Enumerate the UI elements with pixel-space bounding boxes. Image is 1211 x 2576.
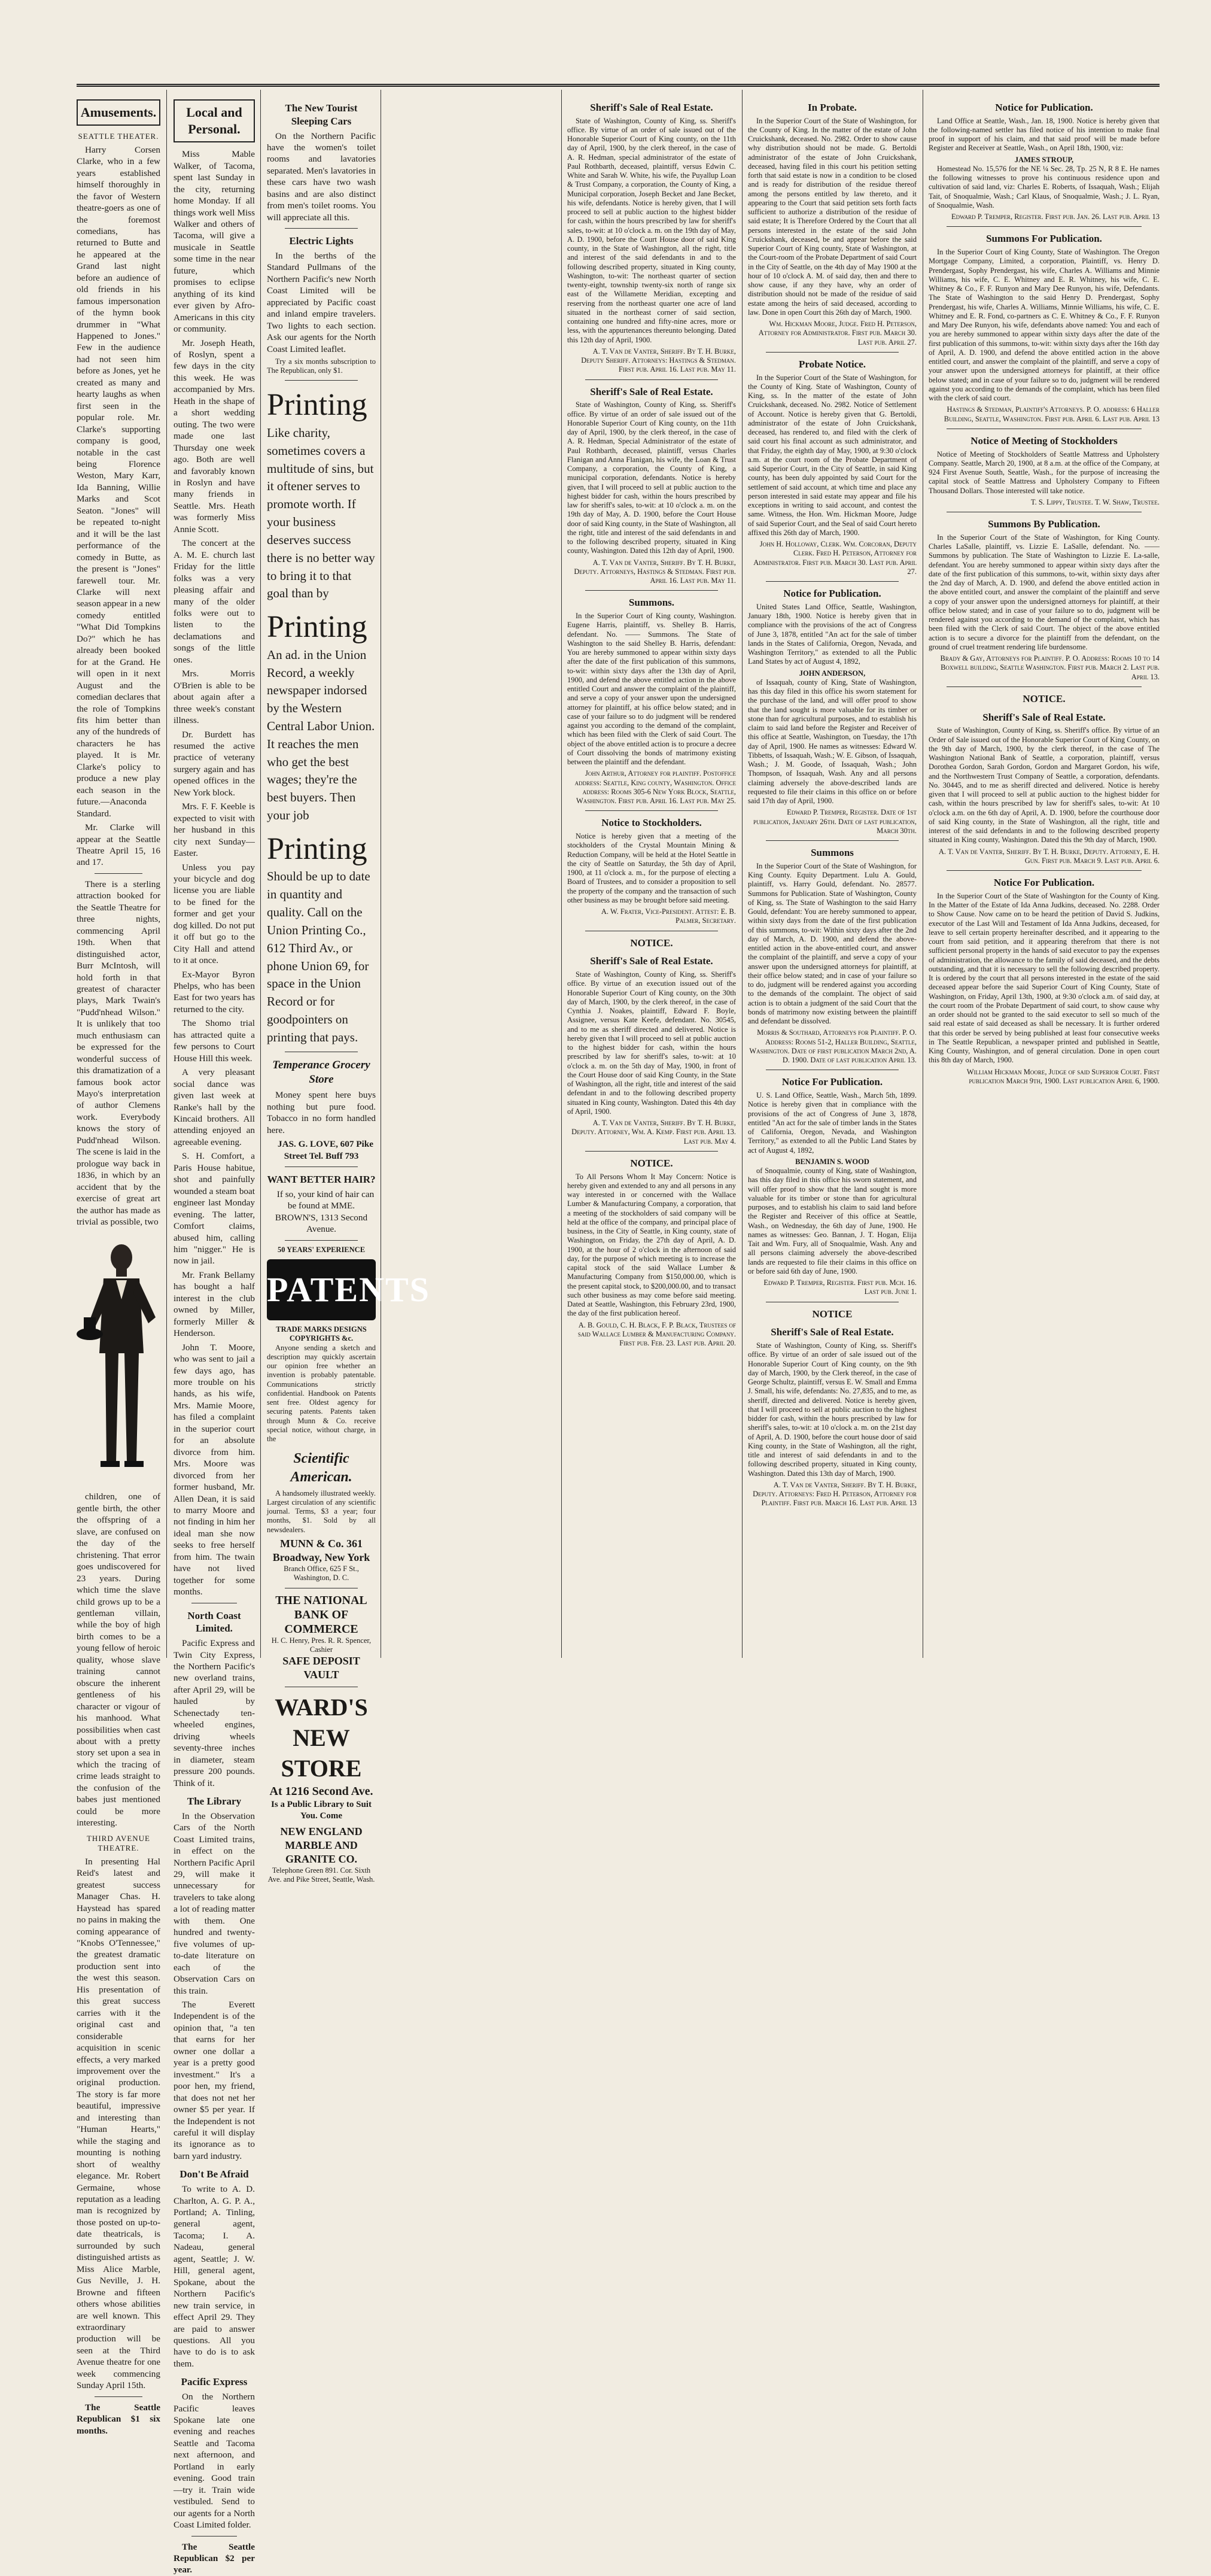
column-rule (561, 90, 562, 1658)
notice-body: of Snoqualmie, county of King, state of Washington, has this day filed in this office his sworn statement, and will offer proof to show that the land sought is more valuable for its timber or stone than for agricultural purposes, and to establish his claim to said land before the Register and Receiver of this office at Seattle, Wash., on Wednesday, the 6th day of June, 1900. He names as witnesses: Geo. Bannan, J. T. Hogan, Elija Tait and Wm. Fury, all of Snoqualmie, Wash. Any and all persons claiming adversely the above-described lands are requested to file their claims in this office on or before said 6th day of June, 1900. (748, 1167, 917, 1275)
north-coast-heading: North Coast Limited. (187, 1609, 241, 1635)
claimant-name: JOHN ANDERSON, (799, 669, 866, 678)
notice-body: In the Superior Court of King county, Washington. Eugene Harris, plaintiff, vs. Shelley B. Harris, defendant. No. —— Summons. The State of Washington to the said Shelley B. Harris, defendant: You are hereby summoned to appear within sixty days after the date of the first publication of this summons, to-wit: within sixty days after the 13th day of April, 1900, and defend the above entitled action in the above entitled Court and answer the complaint of the plaintiff, and serve a copy of your answer upon the undersigned attorney for plaintiff, at his office below stated; and in case of your failure so to do judgment will be rendered against you according to the demand of the complaint, which has been filed with the Clerk of said Court. The object of the above entitled action is to procure a decree of Court dissolving the bonds of matrimony existing between the plaintiff and the defendant. (567, 612, 736, 767)
notice-body: Notice is hereby given that a meeting of the stockholders of the Crystal Mountain Mining & Reduction Company, will be held at the Hotel Seattle in the city of Seattle on Saturday, the 5th day of April, 1900, at 11 o'clock a. m., for the purpose of electing a Board of Trustees, and to consider a proposition to sell the property of the company and the transaction of such other business as may be brought before said meeting. (567, 832, 736, 904)
ad-text: If so, your kind of hair can be found at MME. BROWN'S, 1313 Second Avenue. (275, 1189, 375, 1235)
better-hair-heading: WANT BETTER HAIR? (267, 1173, 376, 1185)
patents-banner: PATENTS (267, 1259, 376, 1320)
ad-text: On the Northern Pacific have the women's toilet rooms and lavatories separated. Men's lavatories in these cars have two wash basins and are also distinct from men's toilet rooms. You will appreciate all this. (267, 130, 376, 223)
printing-headline: Printing (267, 388, 367, 423)
news-item: On the Northern Pacific leaves Spokane late one evening and reaches Seattle and Tacoma next afternoon, and Portland in early evening. Good train—try it. Train wide vestibuled. Send to our agents for a North Coast Limited folder. (174, 2392, 255, 2531)
news-item: The Shomo trial has attracted quite a few persons to Court House Hill this week. (174, 1018, 255, 1064)
column-rule (166, 90, 167, 1658)
scientific-american-title: Scientific American. (290, 1451, 352, 1485)
marble-company: NEW ENGLAND MARBLE AND GRANITE CO. (280, 1825, 363, 1865)
news-item: Mr. Frank Bellamy has bought a half interest in the club owned by Miller, formerly Miller & Henderson. (174, 1269, 255, 1339)
notice-signature: A. B. Gould, C. H. Black, F. P. Black, Trustees of said Wallace Lumber & Manufacturing Company. First pub. Feb. 23. Last pub. April 20. (577, 1320, 736, 1348)
love-address: JAS. G. LOVE, 607 Pike Street Tel. Buff 793 (278, 1139, 373, 1161)
notice-body: State of Washington, County of King, ss. Sheriff's office. By virtue of an order of sale issued out of the Honorable Superior Court of King county, on the 11th day of April, 1900, by the clerk thereof, in the case of A. R. Hedman, Special Administrator of the estate of Paul Rothbarth, deceased, plaintiff, versus Charles Flanigan and Anna Flanigan, his wife, the Loan & Trust Company, a corporation, the County of King, a municipal corporation, defendants. Notice is hereby given, that I will proceed to sell at public auction to the highest bidder for cash, within the hours prescribed by law for sheriff's sales, to-wit: at 10 o'clock a. m. on the 19th day of May, A. D. 1900, before the Court House door of said King county, in the State of Washington, all the right, title and interest of the said defendants in and to the following described property, situated in King county, Washington. Dated this 12th day of April, 1900. (567, 400, 736, 555)
news-item: Mr. Joseph Heath, of Roslyn, spent a few days in the city this week. He was accompanied by Mrs. Heath in the shape of a short wedding outing. The two were made one last Thursday one week ago. Both are well and favorably known in Roslyn and have many friends in Seattle. Mrs. Heath was formerly Miss Annie Scott. (174, 338, 255, 534)
notice-heading: NOTICE. (1023, 692, 1066, 704)
subscription-footer: The Seattle Republican $1 six months. (77, 2402, 160, 2436)
news-item: John T. Moore, who was sent to jail a few days ago, has more trouble on his hands, as his wife, Mrs. Mamie Moore, has filed a complaint in the superior court for an absolute divorce from him. Mrs. Moore was divorced from her former husband, Mr. Allen Dean, it is said to marry Moore and not finding in him her ideal man she now seeks to free herself from him. The twain have not lived together for some months. (174, 1342, 255, 1597)
notice-signature: William Hickman Moore, Judge of said Superior Court. First publication March 9th, 1900. Last publication April 6, 1900. (966, 1067, 1160, 1085)
ad-text: A handsomely illustrated weekly. Largest circulation of any scientific journal. Terms, $3 a year; four months, $1. Sold by all newsdealers. (267, 1489, 376, 1534)
notice-body: State of Washington, County of King, ss. Sheriff's office. By virtue of an Order of Sale issued out of the Honorable Superior Court of King County, on the 9th day of March, 1900, by the clerk thereof, in the case of The Washington National Bank of Seattle, a corporation, plaintiff, versus Dorothea Gordon, Sarah Gordon, Gordon and Margaret Gordon, his wife, and the Northwestern Trust Company of Seattle, a corporation, defendants. No. 30445, and to me as sheriff directed and delivered. Notice is hereby given that I will proceed to sell at public auction to the highest bidder for cash, within the hours prescribed by law for sheriff's sales, to-wit: At 10 o'clock a.m. on the 6th day of April, A. D. 1900, before the courthouse door of said King county, in the State of Washington, all the right, title and interest of the said defendants in and to the following described property situated in King county, Washington. Dated this the 9th day of March, 1900. (929, 726, 1160, 845)
notice-heading: Summons By Publication. (988, 518, 1100, 530)
notice-body: of Issaquah, county of King, State of Washington, has this day filed in this office his sworn statement for the purchase of the land, and will offer proof to show that the land sought is more valuable for its timber or stone than for agricultural purposes, and to establish his claim to said land before the Register and Receiver of this office at Seattle, Washington, on Tuesday, the 17th day of April, 1900. He names as witnesses: Edward W. Tibbetts, of Issaquah, Wash.; W. E. Gibson, of Issaquah, Wash.; J. M. Goode, of Issaquah, Wash.; John Thompson, of Issaquah, Wash. Any and all persons claiming adversely the above-described lands are requested to file their claims in this office on or before said 17th day of April, 1900. (748, 678, 917, 806)
notice-subheading: Sheriff's Sale of Real Estate. (590, 955, 713, 967)
ad-text: Anyone sending a sketch and description may quickly ascertain our opinion free whether an invention is probably patentable. Communications strictly confidential. Handbook on Patents sent free. Oldest agency for securing patents. Patents taken through Munn & Co. receive special notice, without charge, in the (267, 1343, 376, 1443)
marble-phone: Telephone Green 891. Cor. Sixth Ave. and Pike Street, Seattle, Wash. (267, 1866, 375, 1884)
notice-signature: Edward P. Tremper, Register. Date of 1st publication, January 26th. Date of last publication, March 30th. (753, 808, 917, 835)
news-item: Unless you pay your bicycle and dog license you are liable to be fined for the former and get your dog killed. Do not put it off but go to the City Hall and attend to it at once. (174, 862, 255, 966)
trade-marks-label: TRADE MARKS DESIGNS COPYRIGHTS &c. (276, 1325, 367, 1343)
notice-heading: Notice for Publication. (995, 102, 1093, 113)
ad-text: Money spent here buys nothing but pure food. Tobacco in no form handled here. (267, 1090, 376, 1135)
divider (947, 686, 1142, 687)
notice-body: Notice of Meeting of Stockholders of Seattle Mattress and Upholstery Company. Seattle, March 20, 1900, at 8 a.m. at the office of the Company, at 924 First Avenue South, Seattle, Wash., for the purpose of increasing the capital stock of Seattle Mattress and Upholstery Company to Fifteen Thousand Dollars. Those interested will take notice. (929, 449, 1160, 495)
news-item: Mrs. F. F. Keeble is expected to visit with her husband in this city next Sunday—Easter. (174, 801, 255, 859)
divider (585, 590, 718, 591)
notice-signature: A. T. Van de Vanter, Sheriff. By T. H. Burke, Deputy Sheriff. Attorneys: Hastings & Stedman. First pub. April 16. Last pub. May 11. (581, 347, 736, 374)
printing-headline: Printing (267, 610, 367, 645)
notice-body: U. S. Land Office, Seattle, Wash., March 5th, 1899. Notice is hereby given that in compliance with the provisions of the act of Congress of June 3, 1878, entitled "An act for the sale of timber lands in the States of California, Oregon, Nevada, and Washington Territory," as extended to all the Public Land States by act of August 4, 1892, (748, 1091, 917, 1155)
column-advertisements (267, 96, 430, 1884)
pacific-express-heading: Pacific Express (181, 2376, 248, 2388)
notice-heading: Summons (811, 847, 854, 859)
notice-subheading: Sheriff's Sale of Real Estate. (771, 1326, 894, 1338)
column-rule (260, 90, 261, 1658)
notice-heading: In Probate. (808, 102, 857, 113)
news-item: Pacific Express and Twin City Express, the Northern Pacific's new overland trains, after April 29, will be hauled by Schenectady ten-wheeled engines, driving wheels seventy-three inches in diameter, steam pressure 200 pounds. Think of it. (174, 1638, 255, 1788)
article-paragraph: There is a sterling attraction booked for the Seattle Theatre for three nights, commencing April 19th. When that distinguished actor, Burr McIntosh, will hold forth in that greatest of character plays, Mark Twain's "Pudd'nhead Wilson." It is unlikely that too much enthusiasm can be expressed for the wonderful success of this dramatization of a famous book actor Mayo's interpretation of author Clemens work. Everybody knows the story of Pudd'nhead Wilson. The scene is laid in the prologue way back in 1836, in which by an accident that by the exercise of great art the author has made as trivial as possible, two (77, 879, 160, 1228)
divider (766, 352, 899, 353)
wards-tagline: Is a Public Library to Suit You. Come (271, 1800, 372, 1821)
notice-body: United States Land Office, Seattle, Washington, January 18th, 1900. Notice is hereby given that in compliance with the provisions of the act of Congress of June 3, 1878, entitled "An act for the sale of timber lands in the States of California, Oregon, Nevada, and Washington Territory," as extended to all the Public Land States by act of August 4, 1892, (748, 602, 917, 666)
news-item: The Everett Independent is of the opinion that, "a ten that earns for her owner one dollar a year is a pretty good investment." It's a poor hen, my friend, that does not net her owner $5 per year. If the Independent is not careful it will display its ignorance as to barn yard industry. (174, 1999, 255, 2161)
column-legal-notices-2 (748, 96, 917, 1652)
notice-signature: A. W. Frater, Vice-President. Attest: E. B. Palmer, Secretary. (601, 907, 736, 925)
notice-signature: John Arthur, Attorney for plaintiff. Postoffice address: Seattle, King county, Washington. Office address: Rooms 305-6 New York Block, Seattle, Washington. First pub. April 16. Last pub. May 25. (574, 769, 736, 806)
experience-label: 50 YEARS' EXPERIENCE (277, 1245, 366, 1254)
notice-signature: Edward P. Tremper, Register. First pub. Jan. 26. Last pub. April 13 (951, 212, 1160, 221)
library-heading: The Library (187, 1795, 242, 1807)
notice-body: State of Washington, County of King, ss. Sheriff's office. By virtue of an order of sale issued out of the Honorable Superior Court of King county, on the 11th day of April, 1900, by the clerk thereof, in the case of A. R. Hedman, special administrator of the estate of Paul Rothbarth, deceased, plaintiff, versus Edwin C. White and Sarah W. White, his wife, the Puyallup Loan & Trust Company, a corporation, the County of King, a Municipal corporation, Joseph Becket and Jane Becket, his wife, defendants. Notice is hereby given, that I will proceed to sell at public auction to the highest bidder for cash, within the hours prescribed by law for sheriff's sales, to-wit: at 10 o'clock a. m. on the 19th day of May, A. D. 1900, before the Court House door of said King county, in the State of Washington, all the right, title and interest of the said defendants in and to the following described property, situated in King county, Washington, to-wit: The northeast quarter of section twenty-eight, township twenty-six north of range six east of the Willamette Meridian, excepting and reserving from the northeast quarter one acre of land situated in the northeast corner of said section, containing one hundred and fifty-nine acres, more or less, with the appurtenances thereunto belonging. Dated this 12th day of April, 1900. (567, 116, 736, 344)
notice-signature: Hastings & Stedman, Plaintiff's Attorneys. P. O. address: 6 Haller Building, Seattle, Washington. First pub. April 6. Last pub. April 13 (944, 405, 1160, 423)
notice-signature: A. T. Van de Vanter, Sheriff. By T. H. Burke, Deputy. Attorney, Wm. A. Kemp. First pub. April 13. Last pub. May 4. (571, 1119, 736, 1146)
notice-body: State of Washington, County of King, ss. Sheriff's office. By virtue of an execution issued out of the Honorable Superior Court of King county, on the 30th day of March, 1900, by the clerk thereof, in the case of Cynthia J. Noakes, plaintiff, Edward F. Boyle, Assignee, versus Kate Keefe, defendant. No. 30545, and to me as sheriff directed and delivered. Notice is hereby given that I will proceed to sell at public auction to the highest bidder for cash, within the hours prescribed by law for sheriff's sales, to-wit: at 10 o'clock a. m. on the 5th day of May, 1900, in front of the Court House door of said King County, in the State of Washington, all the right, title and interest of the said defendant in and to the following described property situated in King county, Washington. Dated this 4th day of April, 1900. (567, 970, 736, 1116)
claimant-name: BENJAMIN S. WOOD (795, 1157, 869, 1166)
bank-officers: H. C. Henry, Pres. R. R. Spencer, Cashier (271, 1636, 372, 1654)
actor-illustration (77, 1234, 166, 1485)
notice-body: In the Superior Court of the State of Washington, for King County. Charles LaSalle, plaintiff, vs. Lizzie E. LaSalle, defendant. No. —— Summons by publication. The State of Washington to Lizzie E. La-salle, defendant. You are hereby summoned to appear within sixty days after the date of the first publication of this summons, to-wit, within sixty days after the 2nd day of March, A. D. 1900, and defend the above entitled action in the above entitled court, and answer the complaint of the plaintiff and serve a copy of your answer upon the undersigned attorneys for plaintiff, at their office below stated; and in case of your failure so to do, judgment will be rendered against you according to the demand of the complaint, which has been filed with the Clerk of said Court. The object of the above entitled action is to secure a divorce for the plaintiff from the defendant, on the ground of cruel treatment rendering life burdensome. (929, 533, 1160, 651)
article-paragraph: Mr. Clarke will appear at the Seattle Theatre April 15, 16 and 17. (77, 822, 160, 868)
notice-signature: A. T. Van de Vanter, Sheriff. By T. H. Burke, Deputy. Attorney, E. H. Gun. First pub. March 9. Last pub. April 6. (938, 847, 1160, 865)
notice-body: In the Superior Court of King County, State of Washington. The Oregon Mortgage Company, Limited, a corporation, Plaintiff, vs. Henry D. Prendergast, Sophy Prendergast, his wife, Charles A. Williams and Minnie Williams, his wife, C. E. Whitney and E. R. Whitney, his wife, C. E. Whitney & Co., F. F. Runyon and Mary Dee Runyon, his wife, Defendants. The State of Washington to the said Henry D. Prendergast, Sophy Prendergast, his wife, Charles A. Williams, Minnie Williams, his wife, C. E. Whitney and E. R. Fond, co-partners as C. E. Whitney & Co., F. F. Runyon and Mary Dee Runyon, his wife, defendants above named: You and each of you are hereby summoned to appear within sixty days after the date of the first publication of this summons, to-wit: within sixty days after the 16th day of April, A. D. 1900, and defend the above entitled action in the above entitled court, and answer the complaint of the plaintiff, and serve a copy of your answer upon the undersigned attorneys for plaintiff, at their office below stated; and in case of your failure so to do, judgment will be rendered against you according to the demands of the complaint, which has been filed with the clerk of said court. (929, 248, 1160, 403)
subscription-offer: Try a six months subscription to The Republican, only $1. (267, 357, 376, 375)
divider (585, 379, 718, 380)
ad-text: In the berths of the Standard Pullmans of the Northern Pacific's new North Coast Limited will be appreciated by Pacific coast and inland empire travelers. Two lights to each section. Ask our agents for the North Coast Limited leaflet. (267, 250, 376, 354)
news-item: Ex-Mayor Byron Phelps, who has been East for two years has returned to the city. (174, 969, 255, 1014)
news-item: A very pleasant social dance was given last week at Ranke's hall by the Kincaid brothers. All attending enjoyed an agreeable evening. (174, 1067, 255, 1147)
notice-heading: NOTICE. (630, 1157, 673, 1169)
column-rule (742, 90, 743, 1658)
notice-heading: Summons. (628, 597, 675, 609)
printing-ad-text: Should be up to date in quantity and quality. Call on the Union Printing Co., 612 Third Av., or phone Union 69, for space in the Union Record or for goodpointers on printing that pays. (267, 869, 370, 1044)
news-item: To write to A. D. Charlton, A. G. P. A., Portland; A. Tinling, general agent, Tacoma; I. A. Nadeau, general agent, Seattle; J. W. Hill, general agent, Spokane, about the Northern Pacific's new train service, in effect April 29. They are paid to answer questions. All you have to do is to ask them. (174, 2184, 255, 2369)
wards-address: At 1216 Second Ave. (269, 1784, 373, 1798)
notice-body: In the Superior Court of the State of Washington, for the County of King. State of Washington, County of King, ss. In the matter of the estate of John Cruickshank, deceased. No. 2982. Notice of Settlement of Account. Notice is hereby given that G. Bertoldi, administrator of the estate of John Cruickshank, deceased, has rendered to, and filed with the clerk of said court his final account as such administrator, and that Friday, the eighth day of May, 1900, at 9:30 o'clock a.m. at the court room of the Probate Department of said Superior Court, in the City of Seattle, in said King county, has been duly appointed by said Court for the settlement of said account, at which time and place any person interested in said estate may appear and file his exceptions in writing to said account, and contest the same. Witness, the Hon. Wm. Hickman Moore, Judge of said Superior Court, and the Seal of said Court hereto affixed this 26th day of March, 1900. (748, 373, 917, 537)
column-legal-notices-3 (929, 96, 1160, 1652)
printing-ad-text: An ad. in the Union Record, a weekly newspaper indorsed by the Western Central Labor Union. It reaches the men who get the best wages; they're the best buyers. Then your job (267, 647, 375, 823)
news-item: S. H. Comfort, a Paris House habitue, shot and painfully wounded a steam boat engineer last Monday evening. The latter, Comfort claims, abused him, calling him "nigger." He is now in jail. (174, 1151, 255, 1266)
divider (285, 1240, 358, 1241)
notice-heading: Notice for Publication. (783, 588, 881, 600)
notice-body: State of Washington, County of King, ss. Sheriff's office. By virtue of an order of sale issued out of the Honorable Superior Court of King county, on the 9th day of March, 1900, by the Clerk thereof, in the case of George Schultz, plaintiff, versus E. W. Small and Emma J. Small, his wife, defendants: No. 27,835, and to me, as sheriff, directed and delivered. Notice is hereby given, that I will proceed to sell at public auction to the highest bidder for cash, within the hours prescribed by law for sheriff's sales, to-wit: at 10 o'clock a. m. on the 21st day of April, A. D. 1900, before the court house door of said King county, in the State of Washington, all the right, title and interest of said defendants in and to the following described property, situated in King county, Washington. Dated this 13th day of March, 1900. (748, 1341, 917, 1478)
munn-branch: Branch Office, 625 F St., Washington, D. C. (284, 1565, 359, 1582)
divider (947, 870, 1142, 871)
notice-heading: NOTICE. (630, 937, 673, 949)
notice-heading: Probate Notice. (798, 358, 866, 370)
divider (766, 581, 899, 582)
divider (766, 840, 899, 841)
news-item: Mrs. Morris O'Brien is able to be about again after a three week's constant illness. (174, 669, 255, 726)
notice-subheading: Sheriff's Sale of Real Estate. (982, 711, 1106, 723)
bank-name: THE NATIONAL BANK OF COMMERCE (275, 1593, 367, 1636)
divider (95, 873, 142, 874)
column-amusements (77, 96, 161, 2436)
notice-heading: Sheriff's Sale of Real Estate. (590, 102, 713, 113)
printing-ad-text: Like charity, sometimes covers a multitude of sins, but it oftener serves to promote worth. If your business deserves success there is no better way to bring it to that goal than by (267, 426, 375, 601)
notice-heading: Sheriff's Sale of Real Estate. (590, 385, 713, 397)
notice-body: In the Superior Court of the State of Washington for the County of King. In the Matter of the Estate of Ida Anna Judkins, deceased. No. 2288. Order to Show Cause. Now came on to be heard the petition of David S. Judkins, executor of the Last Will and Testament of Ida Anna Judkins, deceased, for leave to sell certain property hereinafter described, and it appearing to the court from said petition, and it appearing therefrom that there is not sufficient personal property in the hands of said executor to pay the expenses of administration, the allowance to the family of said deceased, and the debts outstanding, and that it is necessary to sell the following described property. It is ordered by the court that all persons interested in the estate of the said deceased appear before the said Superior Court of King County, State of Washington, on Friday, April 13th, 1900, at 9:30 o'clock a.m. of said day, at the court room of the Probate Department of said court, to show cause why an order should not be granted to the said executor to sell so much of the said real estate of said deceased as shall be necessary. It is further ordered that this order be served by being published at least four consecutive weeks in The Seattle Republican, a newspaper printed and published in Seattle, King County, Washington, and of general circulation. Done in open court this 8th day of March, 1900. (929, 891, 1160, 1065)
article-paragraph: children, one of gentle birth, the other the offspring of a slave, are confused on the day of the christening. That error goes undiscovered for 23 years. During which time the slave child grows up to be a gentleman villain, while the boy of high birth comes to be a young fellow of heroic quality, whose slave training cannot obscure the inherent gentleness of his character or vigour of his manhood. What possibilities when cast about with a pretty story set upon a sea in which the tracing of crime leads straight to the confusion of the babes just mentioned could be more interesting. (77, 1491, 160, 1828)
notice-heading: Notice of Meeting of Stockholders (970, 435, 1118, 446)
notice-body: Land Office at Seattle, Wash., Jan. 18, 1900. Notice is hereby given that the following-named settler has filed notice of his intention to make final proof in support of his claim, and that said proof will be made before Register and Receiver at Seattle, Wash., on April 18th, 1900, viz: (929, 116, 1160, 153)
notice-heading: Notice For Publication. (993, 877, 1095, 889)
divider (585, 810, 718, 811)
top-double-rule (77, 84, 1160, 87)
subscription-footer: The Seattle Republican $2 per year. (174, 2541, 255, 2575)
divider (95, 2396, 142, 2397)
notice-signature: Morris & Southard, Attorneys for Plaintiff. P. O. Address: Rooms 51-2, Haller Building, Seattle, Washington. Date of first publication March 2nd, A. D. 1900. Date of last publication April 13. (749, 1028, 917, 1065)
local-personal-heading: Local and Personal. (174, 99, 255, 142)
sleeping-cars-heading: The New Tourist Sleeping Cars (285, 102, 358, 127)
munn-address: MUNN & Co. 361 Broadway, New York (272, 1537, 370, 1563)
notice-signature: Brady & Gay, Attorneys for Plaintiff. P. O. Address: Rooms 10 to 14 Boxwell building, Seattle Washington. First pub. March 2. Last pub. April 13. (940, 654, 1160, 681)
dont-be-afraid-heading: Don't Be Afraid (179, 2168, 249, 2180)
notice-signature: T. S. Lippy, Trustee. T. W. Shaw, Trustee. (1030, 497, 1160, 506)
news-item: Dr. Burdett has resumed the active practice of veterany surgery again and has opened offices in the New York block. (174, 729, 255, 798)
notice-heading: Summons For Publication. (986, 233, 1102, 245)
electric-lights-heading: Electric Lights (289, 235, 354, 247)
column-local-personal (174, 96, 255, 2575)
news-item: The concert at the A. M. E. church last Friday for the little folks was a very pleasing affair and many of the older folks were out to listen to the declamations and songs of the little ones. (174, 538, 255, 665)
notice-signature: A. T. Van de Vanter, Sheriff. By T. H. Burke, Deputy. Attorneys, Hastings & Stedman. First pub. April 16. Last pub. May 11. (574, 558, 736, 585)
divider (947, 226, 1142, 227)
temperance-grocery-heading: Temperance Grocery Store (272, 1058, 370, 1086)
notice-heading: NOTICE (812, 1308, 853, 1320)
notice-signature: A. T. Van de Vanter, Sheriff. By T. H. Burke, Deputy. Attorneys: Fred H. Peterson, Attorney for Plaintiff. First pub. March 16. Last pub. April 13 (753, 1480, 917, 1508)
column-legal-notices-1 (567, 96, 736, 1652)
seattle-theater-subhead: SEATTLE THEATER. (78, 132, 159, 141)
article-paragraph: Harry Corsen Clarke, who in a few years established himself thoroughly in the favor of Western theatre-goers as one of the foremost comedians, has returned to Butte and he appeared at the Grand last night before an audience of old friends in his famous impersonation of the hymn book drummer in "What Happened to Jones." Few in the audience had not seen him before as Jones, yet he created as many and hearty laughs as when first seen in the popular role. Mr. Clarke's supporting company is good, notable in the cast being Florence Weston, Mary Karr, Ida Banning, Willie Marks and Scot Seaton. "Jones" will be repeated to-night and it will be the last performance of the comedy in Butte, as the present is "Jones" farewell tour. Mr. Clarke will next season appear in a new comedy entitled "What Did Tompkins Do?" which he has already been booked for at the Grand. He will open in it next August and the comedian declares that the role of Tompkins fits him better than any of the hundreds of characters he has played. It is Mr. Clarke's policy to produce a new play each season in the future.—Anaconda Standard. (77, 144, 161, 819)
news-item: In the Observation Cars of the North Coast Limited trains, in effect on the Northern Pacific April 29, will make it unnecessary for travelers to take along a lot of reading matter with them. One hundred and twenty-five volumes of up-to-date literature on each of the Observation Cars on this train. (174, 1811, 255, 1996)
safe-deposit-label: SAFE DEPOSIT VAULT (282, 1655, 360, 1681)
amusements-heading: Amusements. (77, 99, 160, 126)
wards-store-title: WARD'S NEW STORE (275, 1694, 368, 1782)
article-paragraph: In presenting Hal Reid's latest and greatest success Manager Chas. H. Haystead has spared no pains in making the coming appearance of "Knobs O'Tennessee," the greatest dramatic production sent into the west this season. His presentation of this great success carries with it the original cast and considerable acquisition in scenic effects, a very marked improvement over the original production. The story is far more beautiful, impressive and interesting than "Human Hearts," while the staging and mounting is nothing short of wealthy elegance. Mr. Robert Germaine, whose reputation as a leading man is recognized by those posted on up-to-date theatricals, is surrounded by such distinguished artists as Miss Alice Marble, Gus Neville, J. H. Browne and fifteen others whose abilities are well known. This extraordinary production will be seen at the Third Avenue theatre for one week commencing Sunday April 15th. (77, 1856, 160, 2391)
divider (585, 1151, 718, 1152)
notice-body: In the Superior Court of the State of Washington, for King County. Equity Department. Lulu A. Gould, plaintiff, vs. Harry Gould, defendant. No. 28577. Summons for Publication. State of Washington, County of King, ss. The State of Washington to the said Harry Gould, defendant: You are hereby summoned to appear, within sixty days from the date of the first publication of this summons, to-wit: Within sixty days after the 2nd day of March, A. D. 1900, and defend the above-entitled action in the above-entitled court, and answer the complaint of the plaintiff, and serve a copy of your answer upon the undersigned attorneys for plaintiff, at their office below stated; and in case of your failure so to do, judgment will be rendered against you according to the demands of the complaint. The object of said action is to obtain a judgment of the said Court that the bonds of matrimony now existing between the plaintiff and defendant be dissolved. (748, 861, 917, 1026)
notice-body: In the Superior Court of the State of Washington, for the County of King. In the matter of the estate of John Cruickshank, deceased. No. 2982. Order to show cause why distribution should not be made. G. Bertoldi administrator of the estate of John Cruickshank, deceased, having filed in this court his petition setting forth that said estate is now in a condition to be closed and is ready for distribution of the residue thereof among the persons entitled by law thereto, and it appearing to the Court that said petition sets forth facts sufficient to authorize a distribution of the residue of said estate; It is Therefore Ordered by the Court that all persons interested in the estate of the said John Cruickshank, deceased, be and appear before the said Superior Court of King county, State of Washington, at the Court-room of the Probate Department of said Court in the City of Seattle, on the 4th day of May 1900 at the hour of 10 o'clock A. M. of said day, then and there to show cause, if any they have, why an order of distribution should not be made of the residue of said estate among the heirs of said deceased, according to law. Done in open Court this 26th day of March, 1900. (748, 116, 917, 317)
claimant-name: JAMES STROUP, (1014, 155, 1074, 164)
notice-body: To All Persons Whom It May Concern: Notice is hereby given and extended to any and all persons in any way interested in or concerned with the Wallace Lumber & Manufacturing Company, a corporation, that a meeting of the stockholders of said company will be held at the office of the company, and principal place of business, in the City of Seattle, in King county, state of Washington, on Friday, the 27th day of April, A. D. 1900, at the hour of 2 o'clock in the afternoon of said day, for the purpose of which meeting is to increase the capital stock of the said Wallace Lumber & Manufacturing Company from $150,000.00, which is the present capital stock, to $200,000.00, and to transact such other business as may come before said meeting. Dated at Seattle, Washington, this February 23rd, 1900, the day of the first publication hereof. (567, 1172, 736, 1318)
notice-signature: Edward P. Tremper, Register. First pub. Mch. 16. Last pub. June 1. (763, 1278, 917, 1296)
printing-headline: Printing (267, 831, 367, 866)
divider (285, 228, 358, 229)
third-avenue-subhead: THIRD AVENUE THEATRE. (86, 1833, 150, 1853)
news-item: Miss Mable Walker, of Tacoma, spent last Sunday in the city, returning home Monday. If all things work well Miss Walker and others of Tacoma, will give a musicale in Seattle some time in the near future, which promises to eclipse anything of its kind ever given by Afro-Americans in this city or community. (174, 149, 255, 335)
notice-heading: Notice For Publication. (781, 1076, 883, 1088)
notice-heading: Notice to Stockholders. (601, 817, 702, 829)
notice-signature: Wm. Hickman Moore, Judge. Fred H. Peterson, Attorney for Administrator. First pub. March 30. Last pub. April 27. (758, 320, 917, 347)
notice-signature: John H. Holloway, Clerk. Wm. Corcoran, Deputy Clerk. Fred H. Peterson, Attorney for Administrator. First pub. March 30. Last pub. April 27. (753, 540, 917, 576)
divider (285, 380, 358, 381)
notice-body: Homestead No. 15,576 for the NE ¼ Sec. 28, Tp. 25 N, R 8 E. He names the following witnesses to prove his continuous residence upon and cultivation of said land, viz: Charles E. Roberts, of Issaquah, Wash.; Elijah Tait, of Snoqualmie, Wash.; Carl Klaus, of Snoqualmie, Wash.; J. L. Ryan, of Snoqualmie, Wash. (929, 164, 1160, 209)
